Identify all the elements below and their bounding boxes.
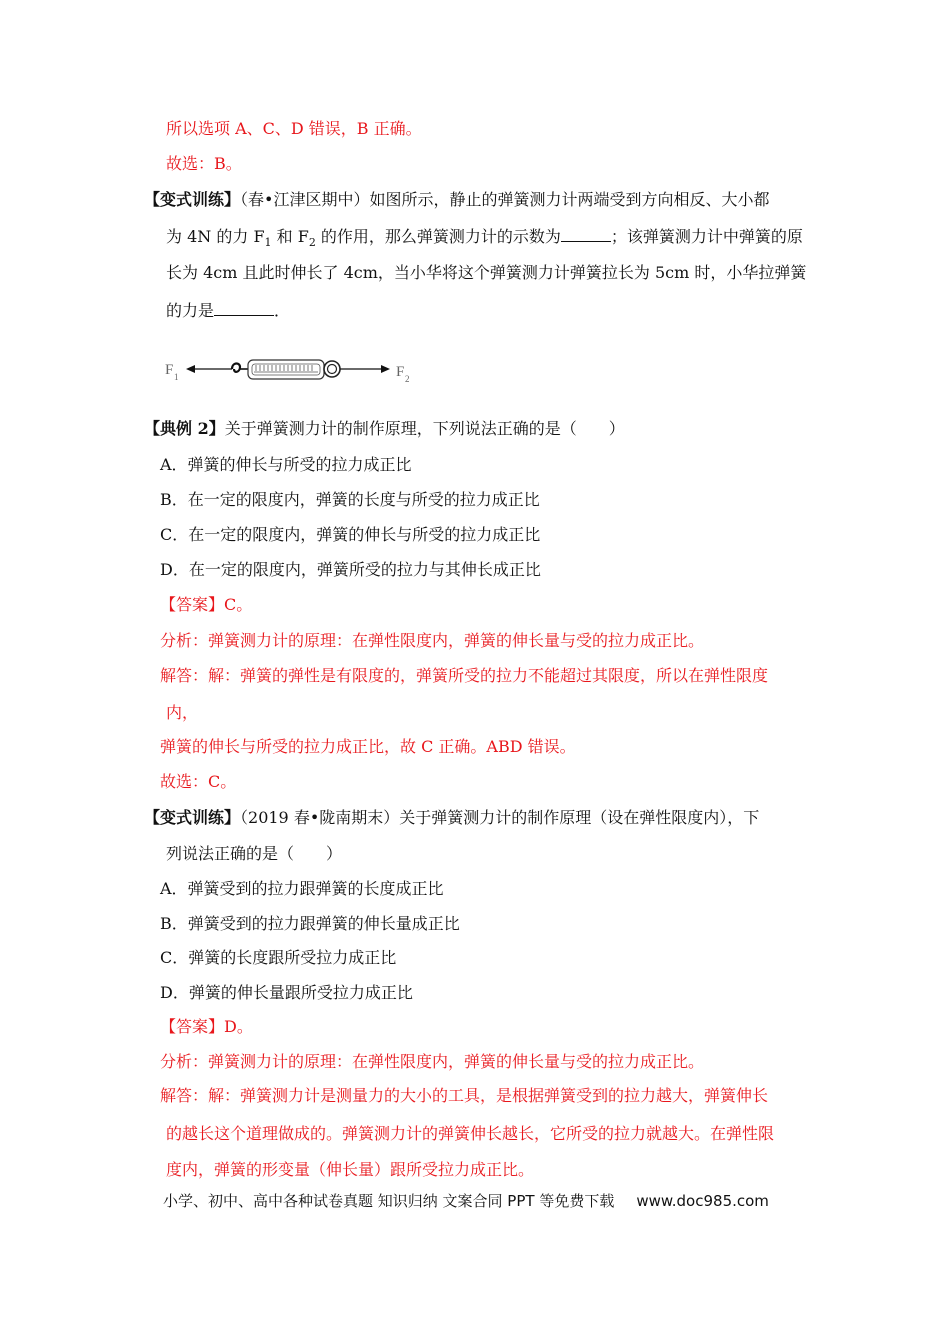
variant1-text-1: （春•江津区期中）如图所示，静止的弹簧测力计两端受到方向相反、大小都 — [240, 190, 770, 209]
variant2-option-c: C．弹簧的长度跟所受拉力成正比 — [160, 948, 397, 967]
variant1-text-4b: ． — [274, 301, 291, 320]
page-footer — [163, 1190, 769, 1211]
left-arrowhead — [186, 365, 195, 373]
variant1-line2 — [166, 225, 803, 254]
prev-conclusion: 所以选项 A、C、D 错误，B 正确。 — [166, 119, 422, 138]
answer-blank-2 — [214, 299, 274, 316]
example2-choice: 故选：C。 — [160, 772, 237, 791]
example2-option-c: C．在一定的限度内，弹簧的伸长与所受的拉力成正比 — [160, 525, 541, 544]
spring-scale-figure — [160, 352, 420, 388]
scale-body — [248, 360, 324, 379]
variant1-text-2a: 为 4N 的力 F — [166, 227, 265, 246]
f1-label: F — [165, 362, 174, 378]
example2-solution-line1: 解答：解：弹簧的弹性是有限度的，弹簧所受的拉力不能超过其限度，所以在弹性限度 — [160, 666, 769, 685]
variant1-text-2c: 的作用，那么弹簧测力计的示数为 — [315, 227, 561, 246]
f2-sub: 2 — [405, 374, 410, 384]
variant2-tag: 【变式训练】 — [144, 808, 241, 827]
variant2-line2: 列说法正确的是（ ） — [166, 844, 343, 863]
f1-sub: 1 — [174, 372, 179, 382]
example2-solution-line3: 弹簧的伸长与所受的拉力成正比，故 C 正确。ABD 错误。 — [160, 737, 576, 756]
variant2-option-a: A．弹簧受到的拉力跟弹簧的长度成正比 — [160, 879, 444, 898]
example2-question: 关于弹簧测力计的制作原理，下列说法正确的是（ ） — [224, 419, 625, 438]
variant2-analysis: 分析：弹簧测力计的原理：在弹性限度内，弹簧的伸长量与受的拉力成正比。 — [160, 1052, 705, 1071]
example2-analysis: 分析：弹簧测力计的原理：在弹性限度内，弹簧的伸长量与受的拉力成正比。 — [160, 631, 705, 650]
variant2-line1 — [144, 807, 759, 829]
variant1-text-4a: 的力是 — [166, 301, 215, 320]
example2-solution-line2: 内， — [166, 703, 199, 722]
variant1-text-2b: 和 F — [271, 227, 309, 246]
variant2-option-d: D．弹簧的伸长量跟所受拉力成正比 — [160, 983, 413, 1002]
variant2-solution-line2: 的越长这个道理做成的。弹簧测力计的弹簧伸长越长，它所受的拉力就越大。在弹性限 — [166, 1124, 775, 1143]
variant2-solution-line3: 度内，弹簧的形变量（伸长量）跟所受拉力成正比。 — [166, 1160, 535, 1179]
prev-choice: 故选：B。 — [166, 154, 242, 173]
example2-option-a: A．弹簧的伸长与所受的拉力成正比 — [160, 455, 412, 474]
example2-question-line — [144, 418, 625, 440]
variant1-sub-2: 2 — [308, 236, 316, 250]
right-arrowhead — [381, 365, 390, 373]
variant2-answer: 【答案】D。 — [160, 1017, 253, 1036]
footer-site-link[interactable]: www.doc985.com — [636, 1192, 769, 1210]
f2-label: F — [396, 364, 405, 380]
example2-option-b: B．在一定的限度内，弹簧的长度与所受的拉力成正比 — [160, 490, 540, 509]
variant1-line3: 长为 4cm 且此时伸长了 4cm，当小华将这个弹簧测力计弹簧拉长为 5cm 时，小华拉弹簧 — [166, 263, 807, 282]
example2-tag: 【典例 2】 — [144, 419, 225, 438]
ring-icon — [324, 361, 340, 377]
variant1-line4 — [166, 299, 290, 322]
example2-option-d: D．在一定的限度内，弹簧所受的拉力与其伸长成正比 — [160, 560, 541, 579]
footer-text: 小学、初中、高中各种试卷真题 知识归纳 文案合同 PPT 等免费下载 — [163, 1192, 615, 1210]
variant1-tag: 【变式训练】 — [144, 190, 241, 209]
variant1-text-2d: ；该弹簧测力计中弹簧的原 — [610, 227, 803, 246]
variant2-text-1: （2019 春•陇南期末）关于弹簧测力计的制作原理（设在弹性限度内），下 — [240, 808, 760, 827]
variant2-option-b: B．弹簧受到的拉力跟弹簧的伸长量成正比 — [160, 914, 460, 933]
variant1-sub-1: 1 — [264, 236, 272, 250]
hook-icon — [232, 363, 240, 371]
answer-blank-1 — [561, 225, 611, 242]
variant1-line1 — [144, 189, 769, 211]
variant2-solution-line1: 解答：解：弹簧测力计是测量力的大小的工具，是根据弹簧受到的拉力越大，弹簧伸长 — [160, 1086, 769, 1105]
example2-answer: 【答案】C。 — [160, 595, 253, 614]
